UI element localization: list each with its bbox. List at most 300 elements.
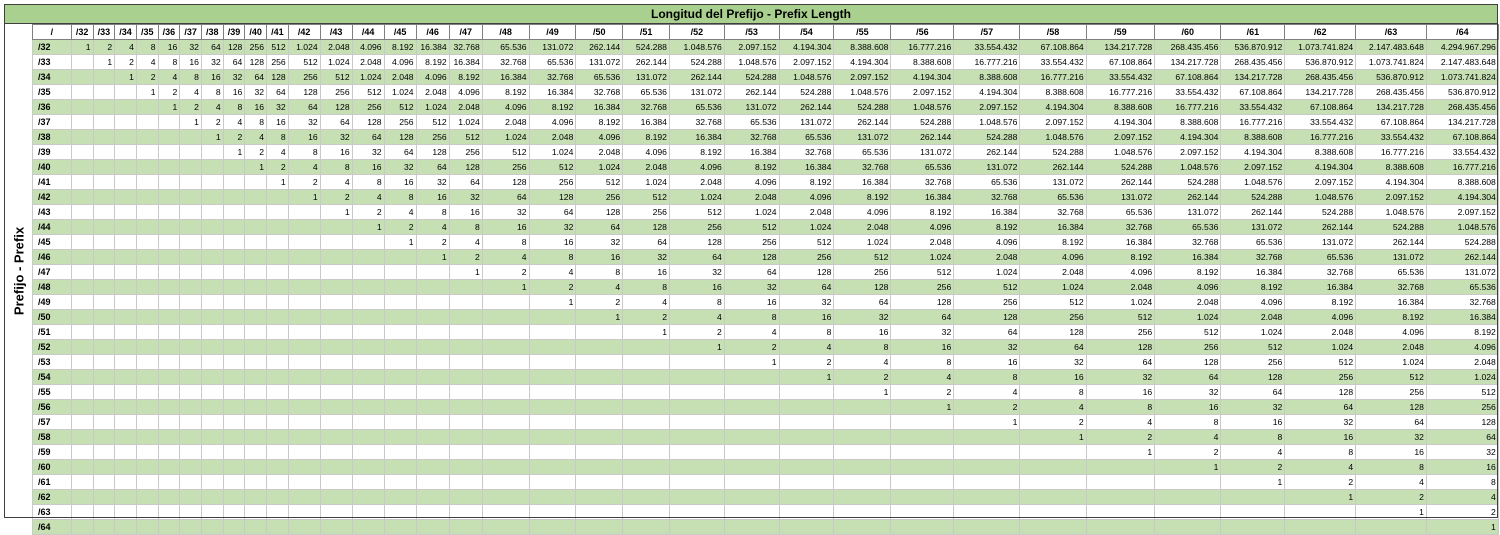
value-cell [724,445,779,460]
value-cell: 32.768 [529,70,576,85]
value-cell [158,205,180,220]
value-cell [201,205,223,220]
value-cell [623,430,670,445]
value-cell [623,355,670,370]
value-cell [416,505,449,520]
value-cell [1086,505,1155,520]
value-cell: 4 [449,235,482,250]
value-cell: 4 [1285,460,1356,475]
value-cell: 1.024 [669,190,724,205]
value-cell [724,490,779,505]
row-header-cell: /53 [33,355,72,370]
value-cell: 64 [529,205,576,220]
value-cell [1086,520,1155,535]
value-cell: 131.072 [1221,220,1285,235]
value-cell: 8 [245,115,267,130]
value-cell: 33.554.432 [1155,85,1221,100]
value-cell [223,370,245,385]
value-cell: 256 [576,190,623,205]
value-cell [115,265,137,280]
value-cell [223,520,245,535]
value-cell [267,430,289,445]
value-cell [93,130,115,145]
value-cell: 16.384 [1020,220,1086,235]
value-cell [180,250,202,265]
value-cell: 2 [724,340,779,355]
value-cell [223,280,245,295]
value-cell: 64 [1356,415,1427,430]
value-cell: 2.048 [384,70,416,85]
value-cell [449,310,482,325]
value-cell: 16.384 [954,205,1020,220]
value-cell: 65.536 [779,130,834,145]
value-cell [352,280,384,295]
value-cell [245,505,267,520]
value-cell [245,280,267,295]
value-cell [201,190,223,205]
value-cell: 1 [529,295,576,310]
value-cell: 1 [623,325,670,340]
value-cell [384,250,416,265]
value-cell [245,205,267,220]
value-cell [623,445,670,460]
value-cell [1221,505,1285,520]
value-cell: 16 [954,355,1020,370]
value-cell: 262.144 [779,100,834,115]
value-cell [576,400,623,415]
table-row [33,235,1499,250]
value-cell: 16.384 [779,160,834,175]
value-cell: 2.048 [1155,295,1221,310]
value-cell: 4.096 [1221,295,1285,310]
value-cell [529,505,576,520]
value-cell: 128 [1020,325,1086,340]
value-cell [724,460,779,475]
value-cell [158,475,180,490]
row-header-cell: /60 [33,460,72,475]
value-cell: 16 [384,175,416,190]
value-cell: 32 [482,205,529,220]
value-cell [245,265,267,280]
value-cell [779,415,834,430]
value-cell [71,400,93,415]
value-cell [267,280,289,295]
value-cell [136,430,158,445]
value-cell: 1.024 [1221,325,1285,340]
value-cell: 1 [71,40,93,55]
value-cell: 16.777.216 [1285,130,1356,145]
value-cell [158,430,180,445]
value-cell: 128 [416,145,449,160]
value-cell: 32 [1285,415,1356,430]
value-cell: 16.777.216 [1086,85,1155,100]
value-cell [1020,520,1086,535]
value-cell [416,430,449,445]
value-cell [384,325,416,340]
value-cell: 64 [384,145,416,160]
value-cell: 8.192 [1426,325,1498,340]
value-cell: 32.768 [576,85,623,100]
value-cell: 64 [834,295,891,310]
value-cell [288,295,320,310]
column-header-row [33,25,1499,40]
value-cell: 4.194.304 [779,40,834,55]
value-cell: 1 [779,370,834,385]
value-cell [93,415,115,430]
value-cell [136,250,158,265]
value-cell: 268.435.456 [1285,70,1356,85]
value-cell [288,205,320,220]
value-cell: 524.288 [1086,160,1155,175]
value-cell: 256 [669,220,724,235]
value-cell: 128 [384,130,416,145]
value-cell: 16.384 [1221,265,1285,280]
value-cell [158,505,180,520]
value-cell: 256 [623,205,670,220]
value-cell [288,355,320,370]
value-cell [320,295,352,310]
value-cell [71,220,93,235]
value-cell [416,520,449,535]
value-cell: 1.024 [1155,310,1221,325]
value-cell [136,115,158,130]
value-cell: 8 [158,55,180,70]
value-cell: 4 [891,370,954,385]
value-cell: 4 [834,355,891,370]
value-cell [1020,445,1086,460]
value-cell [93,325,115,340]
row-header-cell: /49 [33,295,72,310]
value-cell [158,115,180,130]
value-cell [449,385,482,400]
value-cell: 2.048 [779,205,834,220]
column-header-cell: /46 [416,25,449,40]
value-cell: 16 [223,85,245,100]
value-cell: 8.388.608 [1020,85,1086,100]
value-cell [93,265,115,280]
value-cell [93,160,115,175]
value-cell: 16 [201,70,223,85]
value-cell [576,325,623,340]
value-cell [779,520,834,535]
value-cell: 4.096 [623,145,670,160]
value-cell: 16.384 [416,40,449,55]
table-row [33,295,1499,310]
value-cell: 64 [623,235,670,250]
value-cell: 4.294.967.296 [1426,40,1498,55]
value-cell [201,475,223,490]
value-cell: 33.554.432 [1221,100,1285,115]
value-cell: 131.072 [1285,235,1356,250]
value-cell: 1.024 [1426,370,1498,385]
value-cell [245,400,267,415]
value-cell: 1.048.576 [724,55,779,70]
value-cell: 32 [267,100,289,115]
column-header-cell: /36 [158,25,180,40]
value-cell: 16.384 [724,145,779,160]
column-header-cell: /51 [623,25,670,40]
value-cell: 8.192 [779,175,834,190]
value-cell [416,280,449,295]
value-cell [180,505,202,520]
value-cell [449,325,482,340]
value-cell [529,490,576,505]
value-cell: 1.024 [1356,355,1427,370]
value-cell: 2.048 [623,160,670,175]
value-cell: 128 [320,100,352,115]
value-cell: 8 [576,265,623,280]
value-cell [352,355,384,370]
value-cell: 16 [482,220,529,235]
value-cell [1086,475,1155,490]
value-cell: 131.072 [669,85,724,100]
value-cell [115,490,137,505]
value-cell: 2 [180,100,202,115]
value-cell [482,445,529,460]
value-cell [779,445,834,460]
value-cell [576,460,623,475]
value-cell: 4 [223,115,245,130]
value-cell: 262.144 [1086,175,1155,190]
value-cell: 16.777.216 [891,40,954,55]
value-cell: 524.288 [724,70,779,85]
value-cell [352,415,384,430]
value-cell: 256 [288,70,320,85]
value-cell: 2 [891,385,954,400]
value-cell: 64 [724,265,779,280]
value-cell: 4.096 [891,220,954,235]
value-cell: 4.096 [1086,265,1155,280]
value-cell: 4.194.304 [1221,145,1285,160]
table-row [33,265,1499,280]
value-cell: 512 [1020,295,1086,310]
value-cell: 2 [1020,415,1086,430]
value-cell: 64 [669,250,724,265]
value-cell: 1.024 [623,175,670,190]
value-cell: 1.024 [576,160,623,175]
value-cell [954,505,1020,520]
value-cell: 16 [158,40,180,55]
column-header-cell: /55 [834,25,891,40]
value-cell [449,400,482,415]
value-cell: 32.768 [891,175,954,190]
value-cell: 64 [449,175,482,190]
value-cell: 65.536 [834,145,891,160]
value-cell: 4 [115,40,137,55]
value-cell [891,430,954,445]
value-cell [482,310,529,325]
value-cell [158,340,180,355]
value-cell [384,370,416,385]
table-row [33,385,1499,400]
value-cell: 1.048.576 [779,70,834,85]
value-cell [669,415,724,430]
value-cell [576,445,623,460]
value-cell: 65.536 [1020,190,1086,205]
value-cell: 32 [320,130,352,145]
value-cell [245,190,267,205]
value-cell: 512 [1285,355,1356,370]
value-cell: 4.194.304 [1356,175,1427,190]
value-cell [576,385,623,400]
table-row [33,505,1499,520]
value-cell [482,340,529,355]
value-cell [891,505,954,520]
value-cell [136,280,158,295]
value-cell [834,430,891,445]
value-cell: 524.288 [1155,175,1221,190]
value-cell [93,520,115,535]
value-cell: 1.024 [352,70,384,85]
value-cell [223,475,245,490]
value-cell [71,190,93,205]
value-cell [71,250,93,265]
value-cell: 131.072 [891,145,954,160]
value-cell: 2 [93,40,115,55]
value-cell [288,325,320,340]
value-cell: 33.554.432 [954,40,1020,55]
value-cell [669,520,724,535]
value-cell [320,460,352,475]
value-cell [71,475,93,490]
value-cell: 2.048 [891,235,954,250]
value-cell [288,445,320,460]
value-cell: 1.024 [1086,295,1155,310]
value-cell [320,325,352,340]
value-cell: 64 [1086,355,1155,370]
value-cell: 4.096 [416,70,449,85]
value-cell: 1.024 [779,220,834,235]
value-cell: 134.217.728 [1086,40,1155,55]
value-cell: 16 [623,265,670,280]
value-cell [669,475,724,490]
value-cell [352,385,384,400]
value-cell [158,520,180,535]
value-cell [529,355,576,370]
value-cell [245,310,267,325]
value-cell [724,520,779,535]
value-cell [384,430,416,445]
value-cell [136,490,158,505]
value-cell [320,265,352,280]
value-cell: 65.536 [623,85,670,100]
value-cell [93,385,115,400]
value-cell: 4.096 [352,40,384,55]
value-cell [1020,490,1086,505]
value-cell: 2.147.483.648 [1426,55,1498,70]
value-cell [115,340,137,355]
value-cell: 262.144 [1221,205,1285,220]
value-cell: 1.024 [449,115,482,130]
value-cell [1155,520,1221,535]
value-cell [201,355,223,370]
value-cell: 268.435.456 [1356,85,1427,100]
value-cell: 512 [449,130,482,145]
value-cell: 1.048.576 [1020,130,1086,145]
value-cell: 4 [1155,430,1221,445]
value-cell: 67.108.864 [1020,40,1086,55]
value-cell: 4.194.304 [1020,100,1086,115]
value-cell [416,400,449,415]
value-cell [320,355,352,370]
value-cell [115,235,137,250]
value-cell [1155,475,1221,490]
value-cell [834,445,891,460]
value-cell: 4 [1020,400,1086,415]
value-cell: 65.536 [1155,220,1221,235]
value-cell [180,370,202,385]
table-title: Longitud del Prefijo - Prefix Length [651,7,851,21]
value-cell: 32.768 [1426,295,1498,310]
value-cell: 262.144 [1426,250,1498,265]
value-cell [115,190,137,205]
value-cell [576,370,623,385]
value-cell: 262.144 [669,70,724,85]
value-cell [136,295,158,310]
value-cell [93,145,115,160]
value-cell: 65.536 [1356,265,1427,280]
value-cell [384,490,416,505]
value-cell: 524.288 [779,85,834,100]
value-cell: 524.288 [954,130,1020,145]
value-cell: 16 [352,160,384,175]
value-cell: 262.144 [1020,160,1086,175]
value-cell [352,400,384,415]
value-cell: 128 [834,280,891,295]
value-cell [320,475,352,490]
value-cell: 512 [1155,325,1221,340]
value-cell [93,70,115,85]
value-cell: 32 [891,325,954,340]
value-cell: 16 [180,55,202,70]
value-cell: 16.384 [1356,295,1427,310]
value-cell: 16.384 [834,175,891,190]
value-cell [71,205,93,220]
value-cell: 268.435.456 [1426,100,1498,115]
row-header-cell: /33 [33,55,72,70]
value-cell [267,475,289,490]
value-cell: 256 [416,130,449,145]
value-cell: 131.072 [954,160,1020,175]
value-cell [93,115,115,130]
value-cell [482,385,529,400]
value-cell [93,310,115,325]
value-cell: 4.096 [954,235,1020,250]
row-header-cell: /45 [33,235,72,250]
value-cell [267,340,289,355]
table-row [33,40,1499,55]
value-cell: 128 [576,205,623,220]
value-cell: 67.108.864 [1285,100,1356,115]
value-cell: 2.048 [529,130,576,145]
value-cell [529,310,576,325]
value-cell: 2.097.152 [1356,190,1427,205]
value-cell [180,235,202,250]
value-cell [482,490,529,505]
value-cell [384,340,416,355]
value-cell [779,490,834,505]
value-cell [384,460,416,475]
value-cell: 1 [576,310,623,325]
value-cell [136,130,158,145]
value-cell [180,220,202,235]
value-cell: 65.536 [482,40,529,55]
value-cell [136,160,158,175]
value-cell [201,220,223,235]
value-cell: 4 [1356,475,1427,490]
value-cell [93,445,115,460]
value-cell [1285,520,1356,535]
